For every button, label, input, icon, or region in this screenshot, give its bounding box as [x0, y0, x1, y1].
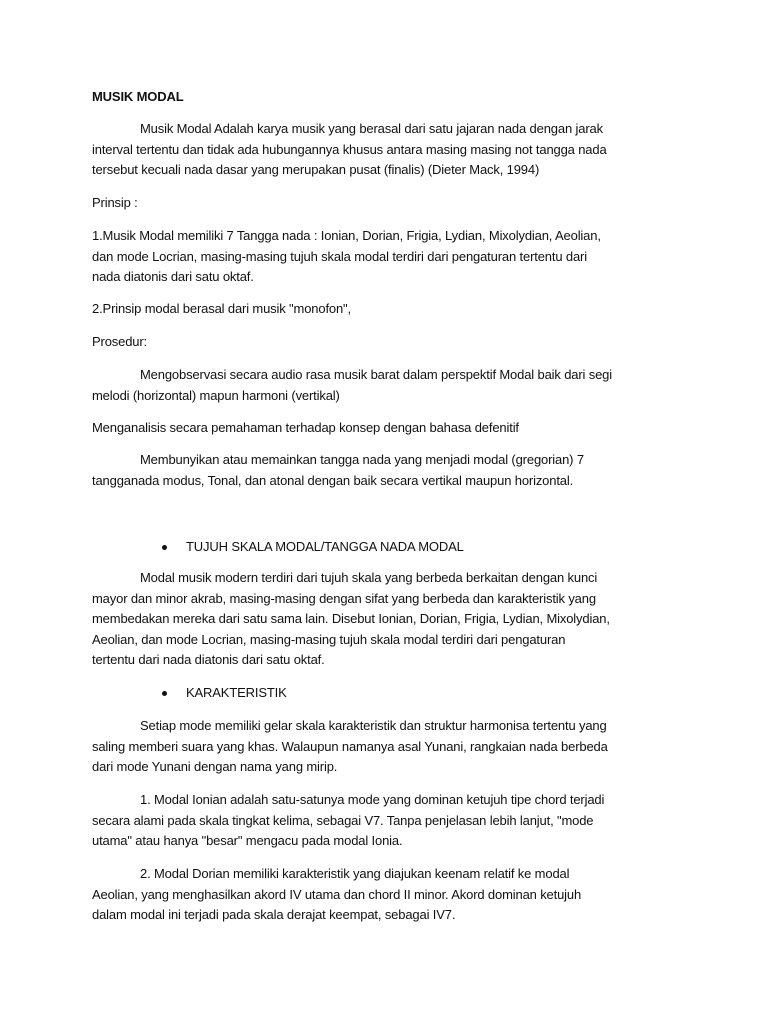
text-line: 1. Modal Ionian adalah satu-satunya mode yang dominan ketujuh tipe chord terjadi	[140, 792, 605, 807]
text-line: dalam modal ini terjadi pada skala derajat keempat, sebagai IV7.	[92, 907, 456, 922]
text-line: Prinsip :	[92, 195, 138, 210]
text-line: secara alami pada skala tingkat kelima, sebagai V7. Tanpa penjelasan lebih lanjut, "mode	[92, 812, 594, 828]
text-line: 2. Modal Dorian memiliki karakteristik yang diajukan keenam relatif ke modal	[140, 866, 570, 881]
text-line: dari mode Yunani dengan nama yang mirip.	[92, 759, 338, 774]
text-line: Menganalisis secara pemahaman terhadap konsep dengan bahasa defenitif	[92, 420, 519, 435]
text-line: Setiap mode memiliki gelar skala karakteristik dan struktur harmonisa tertentu yang	[140, 718, 607, 733]
text-line: mayor dan minor akrab, masing-masing dengan sifat yang berbeda dan karakteristik yang	[92, 590, 596, 606]
text-line: utama" atau hanya "besar" mengacu pada modal Ionia.	[92, 833, 403, 848]
text-line: saling memberi suara yang khas. Walaupun namanya asal Yunani, rangkaian nada berbeda	[92, 738, 608, 754]
text-line: tersebut kecuali nada dasar yang merupakan pusat (finalis) (Dieter Mack, 1994)	[92, 162, 540, 177]
text-line: 1.Musik Modal memiliki 7 Tangga nada : Ionian, Dorian, Frigia, Lydian, Mixolydian, Aeolian,	[92, 228, 601, 243]
bullet-icon	[162, 545, 167, 550]
text-line: Musik Modal Adalah karya musik yang berasal dari satu jajaran nada dengan jarak	[140, 121, 603, 136]
text-line: interval tertentu dan tidak ada hubungannya khusus antara masing masing not tangga nada	[92, 141, 607, 157]
text-line: 2.Prinsip modal berasal dari musik "monofon",	[92, 301, 351, 316]
text-line: nada diatonis dari satu oktaf.	[92, 269, 254, 284]
text-line: KARAKTERISTIK	[186, 685, 287, 700]
bullet-icon	[162, 691, 167, 696]
text-line: tertentu dari nada diatonis dari satu oktaf.	[92, 652, 325, 667]
text-line: Membunyikan atau memainkan tangga nada yang menjadi modal (gregorian) 7	[140, 452, 584, 467]
text-line: tangganada modus, Tonal, dan atonal dengan baik secara vertikal maupun horizontal.	[92, 472, 574, 488]
text-line: membedakan mereka dari satu sama lain. Disebut Ionian, Dorian, Frigia, Lydian, Mixolydian,	[92, 611, 610, 626]
text-line: Modal musik modern terdiri dari tujuh skala yang berbeda berkaitan dengan kunci	[140, 570, 598, 585]
text-line: melodi (horizontal) mapun harmoni (vertikal)	[92, 387, 340, 403]
text-line: Aeolian, yang menghasilkan akord IV utama dan chord II minor. Akord dominan ketujuh	[92, 886, 582, 902]
text-line: Mengobservasi secara audio rasa musik barat dalam perspektif Modal baik dari segi	[140, 367, 612, 382]
text-line: Prosedur:	[92, 334, 148, 349]
text-line: Aeolian, dan mode Locrian, masing-masing tujuh skala modal terdiri dari pengaturan	[92, 631, 566, 647]
document-title: MUSIK MODAL	[92, 89, 184, 104]
text-line: dan mode Locrian, masing-masing tujuh skala modal terdiri dari pengaturan tertentu dari	[92, 248, 587, 264]
text-line: TUJUH SKALA MODAL/TANGGA NADA MODAL	[186, 539, 464, 554]
